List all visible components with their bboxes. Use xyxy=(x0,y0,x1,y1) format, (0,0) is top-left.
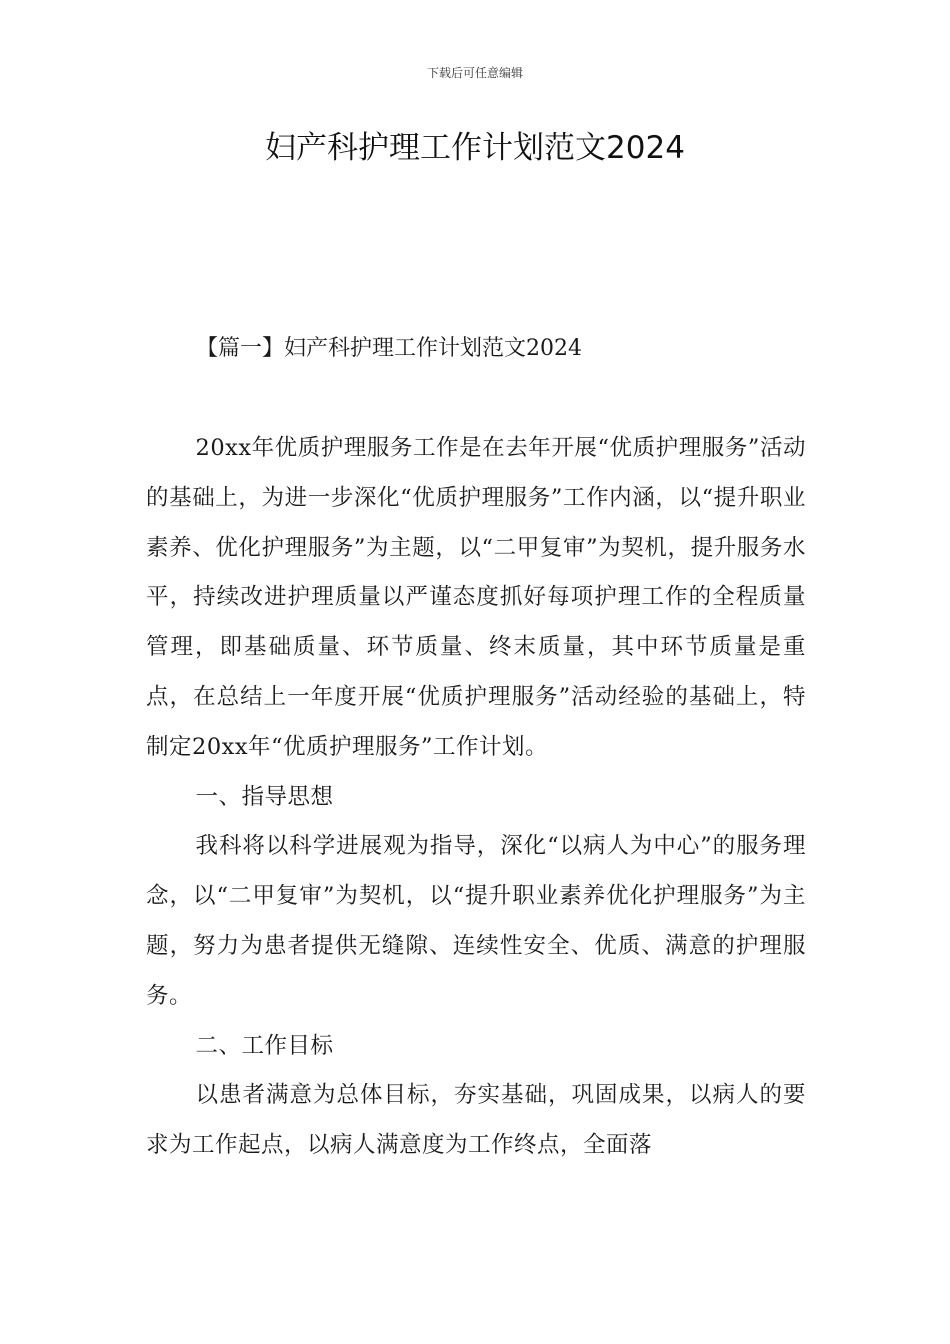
paragraph-work-goals: 以患者满意为总体目标，夯实基础，巩固成果，以病人的要求为工作起点，以病人满意度为工作终点，全面落 xyxy=(146,1082,806,1159)
header-note: 下载后可任意编辑 xyxy=(426,66,523,80)
subheading-guiding-ideology: 一、指导思想 xyxy=(195,783,334,810)
body-text xyxy=(146,424,806,1171)
paragraph-guiding-ideology: 我科将以科学进展观为指导，深化“以病人为中心”的服务理念，以“二甲复审”为契机，以“提升职业素养优化护理服务”为主题，努力为患者提供无缝隙、连续性安全、优质、满意的护理服务。 xyxy=(146,833,806,1009)
subheading-work-goals: 二、工作目标 xyxy=(195,1032,334,1059)
section-heading: 【篇一】妇产科护理工作计划范文2024 xyxy=(196,336,582,361)
paragraph-intro: 20xx年优质护理服务工作是在去年开展“优质护理服务”活动的基础上，为进一步深化“优质护理服务”工作内涵，以“提升职业素养、优化护理服务”为主题，以“二甲复审”为契机，提升服务水平，持续改进护理质量以严谨态度抓好每项护理工作的全程质量管理，即基础质量、环节质量、终末质量，其中环节质量是重点，在总结上一年度开展“优质护理服务”活动经验的基础上，特制定20xx年“优质护理服务”工作计划。 xyxy=(146,435,806,760)
document-title: 妇产科护理工作计划范文2024 xyxy=(265,130,685,166)
